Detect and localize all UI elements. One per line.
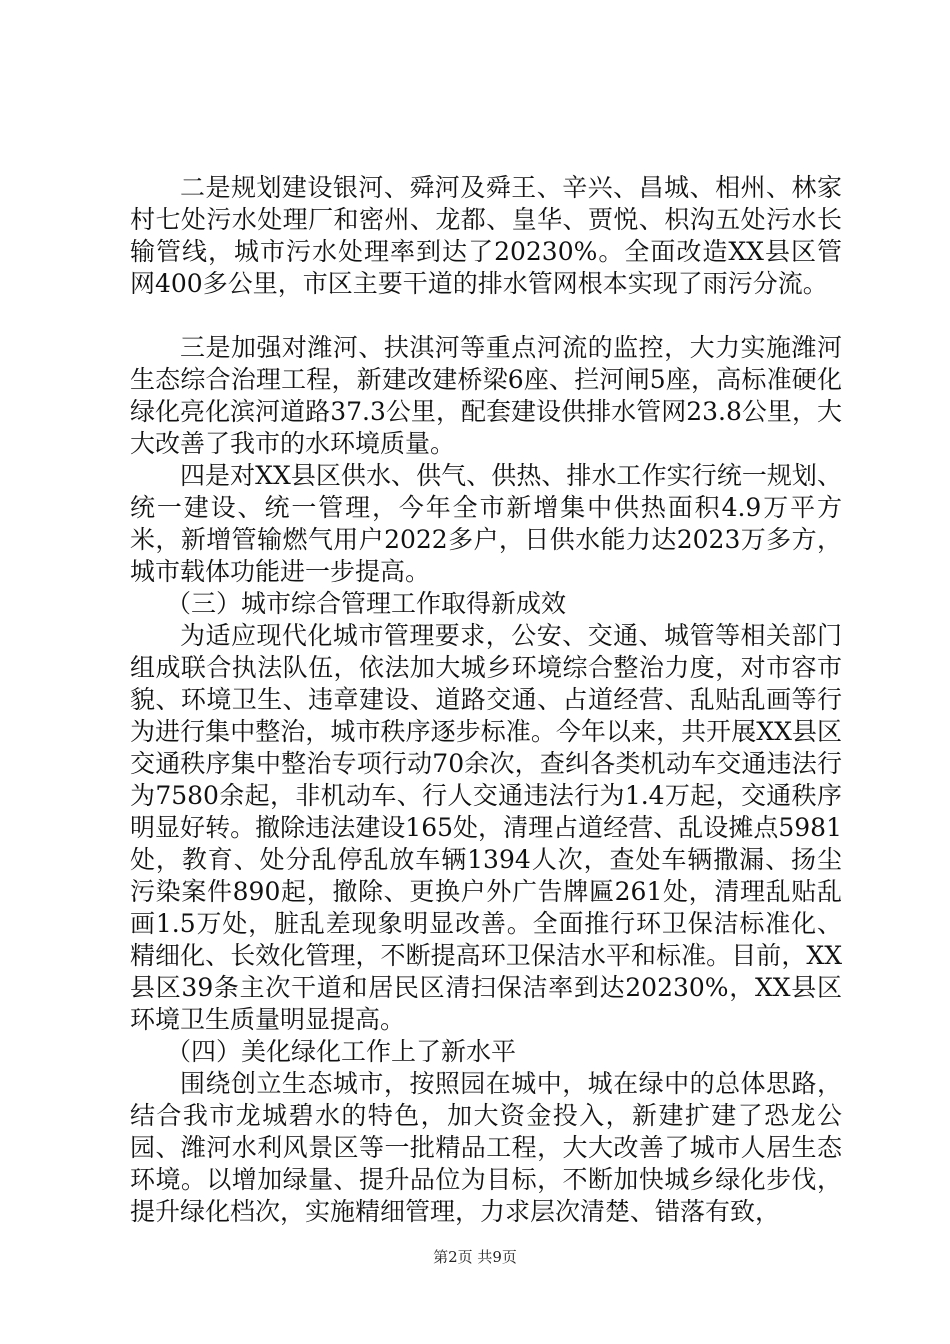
document-body [130,172,842,1228]
section-heading-greening: （四）美化绿化工作上了新水平 [166,1037,517,1066]
paragraph-sewage-treatment: 二是规划建设银河、舜河及舜王、辛兴、昌城、相州、林家村七处污水处理厂和密州、龙都、皇华、贾悦、枳沟五处污水长输管线，城市污水处理率到达了20230%。全面改造XX县区管网400多公里，市区主要干道的排水管网根本实现了雨污分流。 [130,173,842,298]
page-number-footer: 第2页 共9页 [433,1248,517,1266]
paragraph-greening: 围绕创立生态城市，按照园在城中，城在绿中的总体思路，结合我市龙城碧水的特色，加大资金投入，新建扩建了恐龙公园、潍河水利风景区等一批精品工程，大大改善了城市人居生态环境。以增加绿量、提升品位为目标，不断加快城乡绿化步伐，提升绿化档次，实施精细管理，力求层次清楚、错落有致， [130,1069,842,1226]
paragraph-utilities-planning: 四是对XX县区供水、供气、供热、排水工作实行统一规划、统一建设、统一管理，今年全市新增集中供热面积4.9万平方米，新增管输燃气用户2022多户，日供水能力达2023万多方，城市载体功能进一步提高。 [130,461,842,586]
section-heading-urban-management: （三）城市综合管理工作取得新成效 [166,589,567,618]
paragraph-river-management: 三是加强对潍河、扶淇河等重点河流的监控，大力实施潍河生态综合治理工程，新建改建桥梁6座、拦河闸5座，高标准硬化绿化亮化滨河道路37.3公里，配套建设供排水管网23.8公里，大大改善了我市的水环境质量。 [130,333,842,458]
paragraph-urban-management: 为适应现代化城市管理要求，公安、交通、城管等相关部门组成联合执法队伍，依法加大城乡环境综合整治力度，对市容市貌、环境卫生、违章建设、道路交通、占道经营、乱贴乱画等行为进行集中整治，城市秩序逐步标准。今年以来，共开展XX县区交通秩序集中整治专项行动70余次，查纠各类机动车交通违法行为7580余起，非机动车、行人交通违法行为1.4万起，交通秩序明显好转。撤除违法建设165处，清理占道经营、乱设摊点5981处，教育、处分乱停乱放车辆1394人次，查处车辆撒漏、扬尘污染案件890起，撤除、更换户外广告牌匾261处，清理乱贴乱画1.5万处，脏乱差现象明显改善。全面推行环卫保洁标准化、精细化、长效化管理，不断提高环卫保洁水平和标准。目前，XX县区39条主次干道和居民区清扫保洁率到达20230%，XX县区环境卫生质量明显提高。 [130,621,842,1034]
